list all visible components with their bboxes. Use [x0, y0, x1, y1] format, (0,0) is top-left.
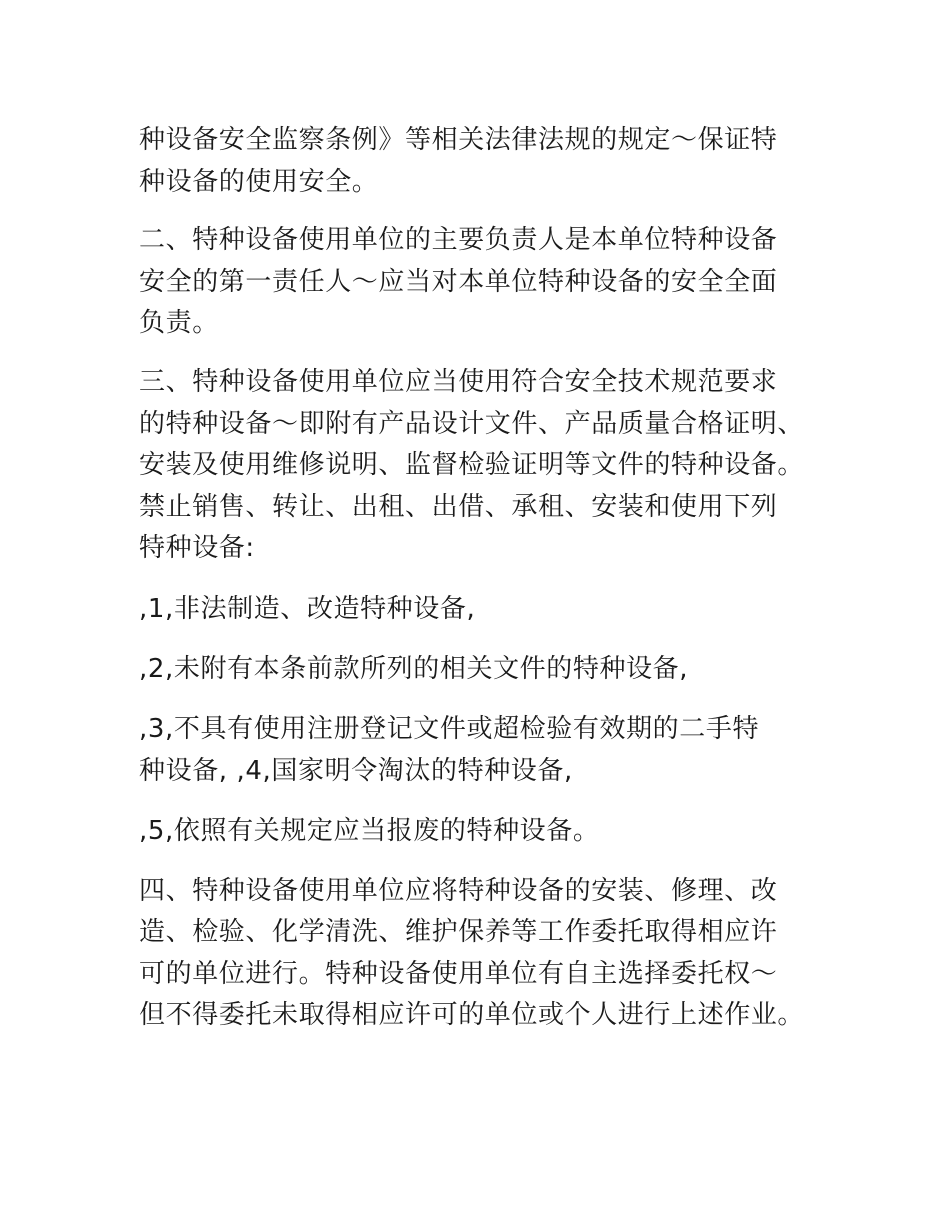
text-line: 但不得委托未取得相应许可的单位或个人进行上述作业。 — [139, 1000, 805, 1030]
text-line: ,2,未附有本条前款所列的相关文件的特种设备, — [139, 654, 689, 684]
text-line: 禁止销售、转让、出租、出借、承租、安装和使用下列 — [139, 492, 778, 522]
text-line: 四、特种设备使用单位应将特种设备的安装、修理、改 — [139, 876, 778, 906]
text-line: 二、特种设备使用单位的主要负责人是本单位特种设备 — [139, 225, 778, 255]
text-line: 三、特种设备使用单位应当使用符合安全技术规范要求 — [139, 367, 778, 397]
text-line: 种设备, ,4,国家明令淘汰的特种设备, — [139, 756, 573, 786]
text-line: 种设备的使用安全。 — [139, 167, 379, 197]
text-line: ,3,不具有使用注册登记文件或超检验有效期的二手特 — [139, 714, 760, 744]
text-line: 特种设备: — [139, 533, 255, 563]
text-line: 造、检验、化学清洗、维护保养等工作委托取得相应许 — [139, 917, 778, 947]
text-line: 安装及使用维修说明、监督检验证明等文件的特种设备。 — [139, 450, 805, 480]
text-line: 的特种设备～即附有产品设计文件、产品质量合格证明、 — [139, 409, 805, 439]
text-line: 可的单位进行。特种设备使用单位有自主选择委托权～ — [139, 959, 778, 989]
text-line: 负责。 — [139, 308, 219, 338]
text-line: ,1,非法制造、改造特种设备, — [139, 594, 476, 624]
text-line: 种设备安全监察条例》等相关法律法规的规定～保证特 — [139, 125, 778, 155]
text-line: 安全的第一责任人～应当对本单位特种设备的安全全面 — [139, 267, 778, 297]
text-line: ,5,依照有关规定应当报废的特种设备。 — [139, 816, 600, 846]
